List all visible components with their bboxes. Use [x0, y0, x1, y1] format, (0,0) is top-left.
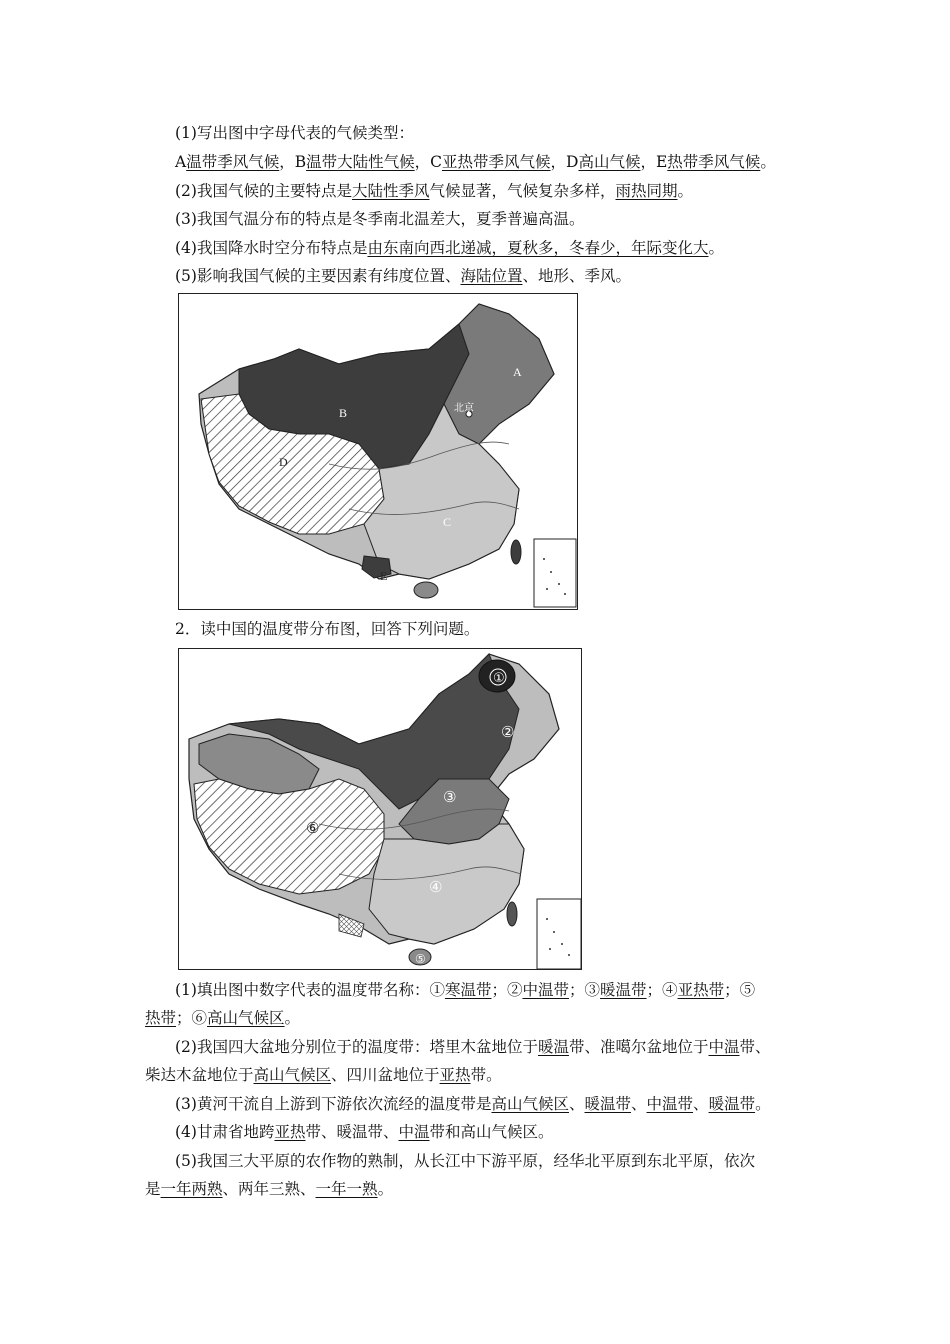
s2-q2-text: (2)我国四大盆地分别位于的温度带：塔里木盆地位于: [175, 1038, 538, 1056]
label-3: ③: [443, 788, 457, 806]
question-2-answer-2: 雨热同期: [615, 182, 678, 200]
map-label-e: E: [380, 569, 388, 583]
s2-question-1-line-1: [175, 979, 755, 1001]
map-label-c: C: [443, 515, 452, 529]
s2-q1-answer-2: 中温带: [522, 981, 570, 999]
s2-q3-answer-4: 暖温带: [708, 1095, 756, 1113]
s2-question-5-line-1: (5)我国三大平原的农作物的熟制，从长江中下游平原，经华北平原到东北平原，依次: [175, 1152, 755, 1170]
sep: 、: [568, 1095, 585, 1113]
s2-q2-answer-4: 亚热: [439, 1066, 471, 1084]
map-label-a: A: [513, 365, 522, 379]
s2-q4-text: (4)甘肃省地跨: [175, 1123, 275, 1141]
label-4: ④: [429, 878, 443, 896]
s2-q2-answer-2: 中温: [708, 1038, 740, 1056]
question-5-text-end: 、地形、季风。: [522, 267, 631, 285]
sep: 、: [631, 1095, 647, 1113]
south-china-sea-inset-2: [537, 899, 581, 969]
s2-q5-text-mid: 、两年三熟、: [222, 1180, 316, 1198]
sep: 、: [693, 1095, 709, 1113]
s2-q4-answer-2: 中温: [398, 1123, 430, 1141]
map-label-b: B: [339, 406, 348, 420]
s2-q1-answer-1: 寒温带: [444, 981, 492, 999]
s2-q1-answer-3: 暖温带: [600, 981, 647, 999]
hainan-island: [414, 582, 438, 598]
s2-q4-text-mid: 带、暖温带、: [305, 1123, 399, 1141]
taiwan-island: [511, 540, 521, 564]
punctuation: 。: [760, 153, 776, 171]
s2-q2-text-mid-3: 、四川盆地位于: [331, 1066, 440, 1084]
s2-q1-text: (1)填出图中数字代表的温度带名称：①: [175, 981, 445, 999]
s2-q1-answer-6: 高山气候区: [207, 1009, 285, 1027]
question-1-answer-line: [175, 151, 776, 173]
south-china-sea-inset: [534, 539, 576, 607]
question-2-text-mid: 气候显著，气候复杂多样，: [429, 182, 616, 200]
question-2-answer-1: 大陆性季风: [351, 182, 430, 200]
answer-a: 温带季风气候: [186, 153, 280, 171]
s2-q1-answer-4: 亚热带: [677, 981, 725, 999]
question-4-text: (4)我国降水时空分布特点是: [175, 239, 368, 257]
s2-q5-text: 是: [145, 1180, 161, 1198]
punctuation: 。: [708, 239, 724, 257]
s2-q1-sep-6: ；⑥: [176, 1009, 208, 1027]
s2-q1-answer-5: 热带: [145, 1009, 177, 1027]
s2-question-4: [175, 1121, 554, 1143]
answer-e: 热带季风气候: [667, 153, 761, 171]
label-a: A: [175, 153, 187, 171]
s2-q1-sep-5: ；⑤: [724, 981, 756, 999]
question-2-text: (2)我国气候的主要特点是: [175, 182, 352, 200]
punctuation: 。: [677, 182, 694, 200]
s2-q3-answer-1: 高山气候区: [491, 1095, 569, 1113]
s2-q2-answer-1: 暖温: [537, 1038, 569, 1056]
label-1-text: ①: [493, 671, 505, 686]
s2-q2-end: 带。: [470, 1066, 502, 1084]
s2-q1-sep-4: ；④: [646, 981, 678, 999]
zone-6: [194, 779, 384, 894]
region-a: [444, 304, 554, 444]
s2-q2-text-mid-1: 带、准噶尔盆地位于: [568, 1038, 709, 1056]
answer-c: 亚热带季风气候: [442, 153, 551, 171]
s2-q4-end: 带和高山气候区。: [429, 1123, 554, 1141]
question-4-answer: 由东南向西北递减，夏秋多，冬春少，年际变化大: [367, 239, 709, 257]
question-5-answer: 海陆位置: [460, 267, 523, 285]
label-d: ，D: [550, 153, 579, 171]
s2-q3-answer-2: 暖温带: [584, 1095, 632, 1113]
question-5: [175, 265, 631, 287]
section-2-title: 2．读中国的温度带分布图，回答下列问题。: [175, 620, 480, 638]
label-c: ，C: [414, 153, 442, 171]
label-2: ②: [501, 723, 515, 741]
s2-question-1-line-2: [145, 1007, 300, 1029]
temperature-zone-map: [178, 648, 582, 970]
s2-question-2-line-2: [145, 1064, 502, 1086]
label-b: ，B: [279, 153, 307, 171]
s2-q1-sep-2: ；②: [491, 981, 523, 999]
s2-q4-answer-1: 亚热: [274, 1123, 306, 1141]
s2-q5-answer-2: 一年一熟: [315, 1180, 378, 1198]
s2-question-2-line-1: [175, 1036, 771, 1058]
s2-question-3: [175, 1093, 771, 1115]
map-label-d: D: [279, 455, 288, 469]
answer-b: 温带大陆性气候: [306, 153, 415, 171]
answer-d: 高山气候: [578, 153, 641, 171]
s2-question-5-line-2: [145, 1178, 393, 1200]
punctuation: 。: [377, 1180, 394, 1198]
climate-map: [178, 293, 578, 610]
label-1: [490, 669, 506, 686]
s2-q2-text-line2: 柴达木盆地位于: [145, 1066, 254, 1084]
s2-q3-answer-3: 中温带: [646, 1095, 694, 1113]
taiwan-island-2: [507, 902, 517, 926]
punctuation: 。: [284, 1009, 301, 1027]
question-3: (3)我国气温分布的特点是冬季南北温差大，夏季普遍高温。: [175, 210, 585, 228]
question-1-title: (1)写出图中字母代表的气候类型：: [175, 124, 414, 142]
punctuation: 。: [755, 1095, 771, 1113]
s2-q2-answer-3: 高山气候区: [253, 1066, 332, 1084]
question-2: [175, 180, 693, 202]
s2-q3-text: (3)黄河干流自上游到下游依次流经的温度带是: [175, 1095, 492, 1113]
label-6: ⑥: [306, 819, 320, 837]
label-e: ，E: [640, 153, 668, 171]
question-4: [175, 237, 724, 259]
s2-q1-sep-3: ；③: [569, 981, 601, 999]
s2-q2-text-mid-2: 带、: [739, 1038, 771, 1056]
label-5: ⑤: [415, 952, 426, 966]
question-5-text: (5)影响我国气候的主要因素有纬度位置、: [175, 267, 461, 285]
beijing-label: 北京: [454, 403, 474, 414]
s2-q5-answer-1: 一年两熟: [160, 1180, 223, 1198]
